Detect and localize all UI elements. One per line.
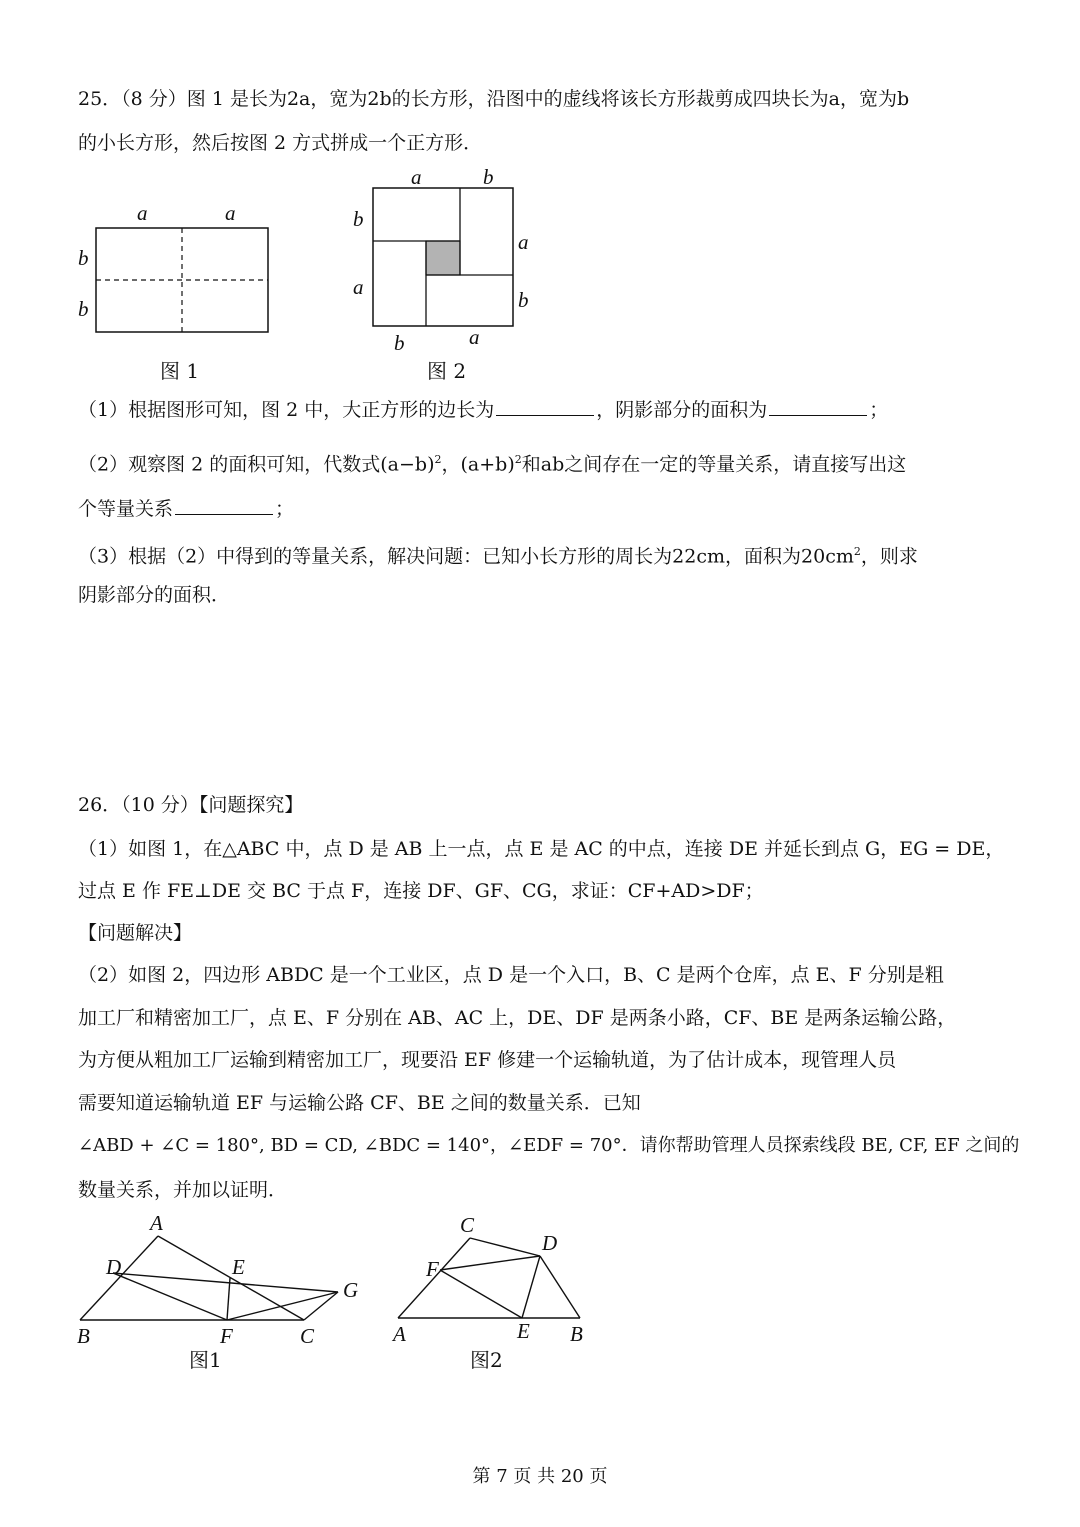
fig1-label-b2: b bbox=[78, 297, 89, 321]
q26-part2-line2: 加工厂和精密加工厂，点 E、F 分别在 AB、AC 上，DE、DF 是两条小路，CF、BE 是两条运输公路， bbox=[78, 1007, 957, 1029]
answer-blank-relation[interactable] bbox=[175, 494, 273, 515]
fig2-label-right-b: b bbox=[518, 288, 529, 312]
q26-header: 26．（10 分）【问题探究】 bbox=[78, 794, 304, 816]
fig26-2-label-A: A bbox=[393, 1322, 406, 1346]
fig2-label-right-a: a bbox=[518, 230, 529, 254]
fig26-2-label-E: E bbox=[517, 1319, 530, 1343]
q26-part2-line1: （2）如图 2，四边形 ABDC 是一个工业区，点 D 是一个入口，B、C 是两个仓库，点 E、F 分别是粗 bbox=[78, 964, 944, 986]
fig26-1-label-E: E bbox=[232, 1255, 245, 1279]
fig2-caption: 图 2 bbox=[427, 359, 467, 383]
fig26-1-label-B: B bbox=[77, 1324, 90, 1348]
fig26-1-label-F: F bbox=[220, 1324, 233, 1348]
q25-figure-1 bbox=[70, 195, 290, 390]
fig2-label-left-a: a bbox=[353, 275, 364, 299]
answer-blank-area[interactable] bbox=[769, 395, 867, 416]
fig26-2-caption: 图2 bbox=[470, 1348, 503, 1372]
fig1-label-b1: b bbox=[78, 246, 89, 270]
q25-part1: （1）根据图形可知，图 2 中，大正方形的边长为 ，阴影部分的面积为 ； bbox=[78, 395, 888, 425]
q26-figure-2 bbox=[390, 1210, 600, 1375]
q25-intro-line2: 的小长方形，然后按图 2 方式拼成一个正方形． bbox=[78, 132, 483, 154]
q26-part1-line2: 过点 E 作 FE⊥DE 交 BC 于点 F，连接 DF、GF、CG，求证：CF+AD>DF； bbox=[78, 880, 764, 902]
fig2-label-bottom-b: b bbox=[394, 331, 405, 355]
fig26-1-caption: 图1 bbox=[189, 1348, 222, 1372]
q26-figure-1 bbox=[70, 1210, 370, 1375]
q26-part2-line4: 需要知道运输轨道 EF 与运输公路 CF、BE 之间的数量关系．已知 bbox=[78, 1092, 641, 1114]
fig26-1-label-C: C bbox=[300, 1324, 315, 1348]
fig2-label-top-b: b bbox=[483, 165, 494, 189]
q25-figure-2 bbox=[345, 160, 545, 385]
fig2-label-left-b: b bbox=[353, 207, 364, 231]
q25-part2: （2）观察图 2 的面积可知，代数式$(a-b)^2$，$(a+b)^2$和ab之间存在一定的等量关系，请直接写出这 bbox=[78, 453, 907, 476]
q25-part3-line2: 阴影部分的面积． bbox=[78, 584, 231, 606]
q25-part3: （3）根据（2）中得到的等量关系，解决问题：已知小长方形的周长为22cm，面积为$20cm^2$，则求 bbox=[78, 545, 918, 568]
fig1-label-a2: a bbox=[225, 201, 236, 225]
fig2-shaded-square bbox=[426, 241, 460, 275]
fig26-1-label-D: D bbox=[106, 1255, 122, 1279]
fig2-label-bottom-a: a bbox=[469, 325, 480, 349]
fig26-2-label-F: F bbox=[426, 1257, 439, 1281]
fig26-2-label-D: D bbox=[542, 1231, 558, 1255]
fig1-label-a1: a bbox=[137, 201, 148, 225]
q26-section2: 【问题解决】 bbox=[78, 922, 193, 944]
q26-part1-line1: （1）如图 1，在△ABC 中，点 D 是 AB 上一点，点 E 是 AC 的中点，连接 DE 并延长到点 G，EG = DE， bbox=[78, 838, 1005, 860]
fig2-label-top-a: a bbox=[411, 165, 422, 189]
q26-part2-line6: 数量关系，并加以证明． bbox=[78, 1179, 288, 1201]
fig26-1-label-G: G bbox=[343, 1278, 359, 1302]
page-footer: 第 7 页 共 20 页 bbox=[472, 1466, 608, 1487]
q26-part2-line3: 为方便从粗加工厂运输到精密加工厂，现要沿 EF 修建一个运输轨道，为了估计成本，现管理人员 bbox=[78, 1049, 897, 1071]
fig26-1-label-A: A bbox=[150, 1211, 163, 1235]
q25-part2-line2: 个等量关系 ； bbox=[78, 494, 294, 524]
answer-blank-side[interactable] bbox=[496, 395, 594, 416]
q25-intro-line1: 25．（8 分）图 1 是长为2a，宽为2b的长方形，沿图中的虚线将该长方形裁剪成四块长为a，宽为b bbox=[78, 88, 910, 110]
q26-part2-line5: ∠ABD + ∠C = 180°, BD = CD, ∠BDC = 140°，∠EDF = 70°．请你帮助管理人员探索线段 BE, CF, EF 之间的 bbox=[78, 1135, 1020, 1156]
fig26-2-label-B: B bbox=[570, 1322, 583, 1346]
fig26-2-label-C: C bbox=[460, 1213, 475, 1237]
fig1-caption: 图 1 bbox=[160, 359, 200, 383]
